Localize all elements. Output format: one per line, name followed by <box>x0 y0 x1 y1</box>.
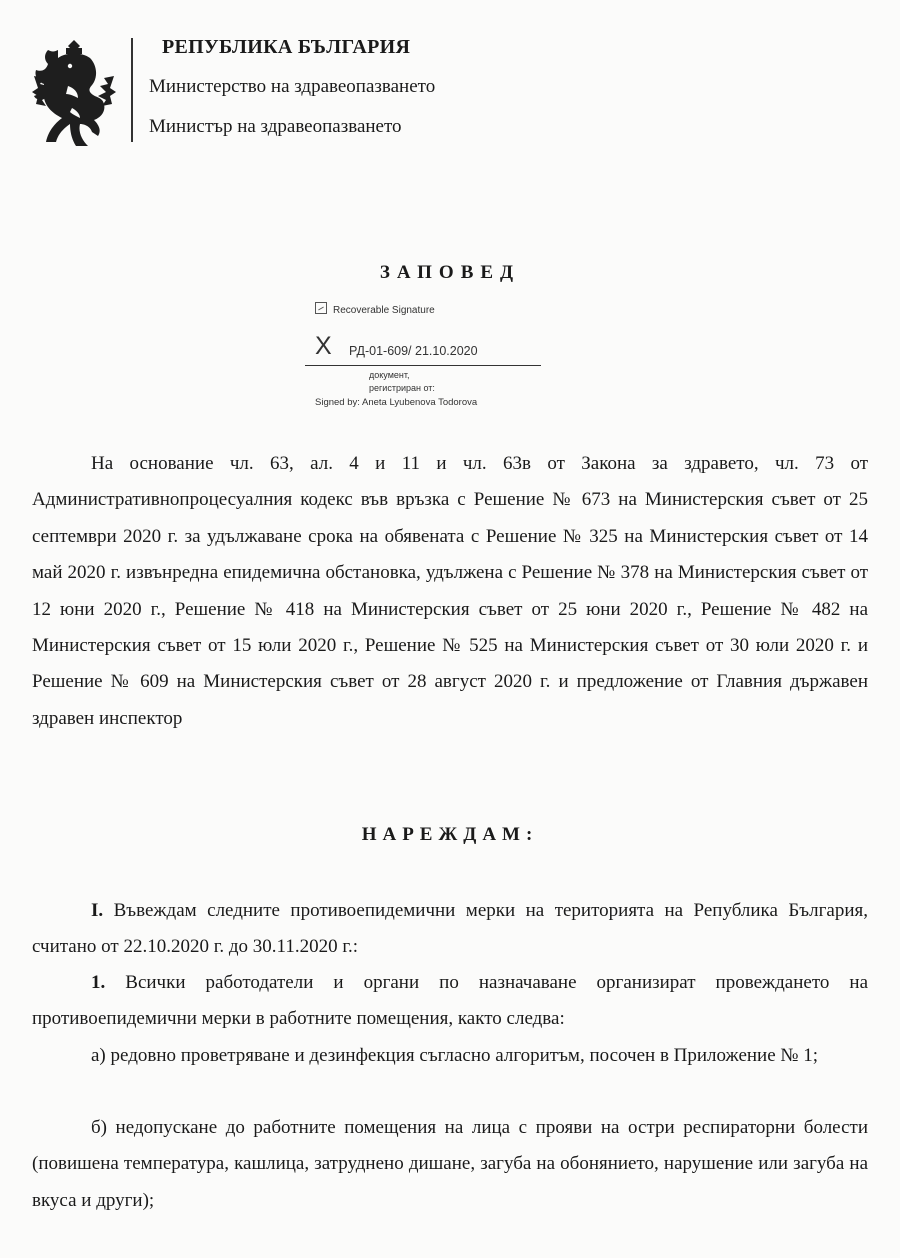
item-1-number: 1. <box>91 972 106 993</box>
signature-line <box>305 365 541 366</box>
header-republic: РЕПУБЛИКА БЪЛГАРИЯ <box>162 36 411 58</box>
signature-registered-by: регистриран от: <box>369 383 435 393</box>
item-1-paragraph <box>32 965 868 1038</box>
recoverable-signature-label <box>315 302 435 316</box>
document-title: ЗАПОВЕД <box>379 262 521 283</box>
signature-signed-by: Signed by: Aneta Lyubenova Todorova <box>315 397 478 408</box>
section-i-text: Въвеждам следните противоепидемични мерки на територията на Република България, считано от 22.10.2020 г. до 30.11.2020 г.: <box>32 900 869 958</box>
order-heading: НАРЕЖДАМ: <box>361 824 539 845</box>
header-ministry: Министерство на здравеопазването <box>149 76 436 97</box>
item-1-text: Всички работодатели и органи по назначаване организират провеждането на противоепидемични мерки в работните помещения, както следва: <box>32 972 869 1030</box>
recoverable-signature-text: Recoverable Signature <box>333 305 435 316</box>
item-b-paragraph: б) недопускане до работните помещения на лица с прояви на остри респираторни болести (повишена температура, кашлица, затруднено дишане, загуба на обонянието, нарушение или загуба на вкуса и други); <box>32 1117 868 1211</box>
coat-of-arms-icon <box>28 36 120 158</box>
section-i-number: I. <box>91 900 104 921</box>
legal-basis-paragraph: На основание чл. 63, ал. 4 и 11 и чл. 63в от Закона за здравето, чл. 73 от Административнопроцесуалния кодекс във връзка с Решение № 673 на Министерския съвет от 25 септември 2020 г. за удължаване срока на обявената с Решение № 325 на Министерския съвет от 14 май 2020 г. извънредна епидемична обстановка, удължена с Решение № 378 на Министерския съвет от 12 юни 2020 г., Решение № 418 на Министерския съвет от 25 юни 2020 г., Решение № 482 на Министерския съвет от 15 юли 2020 г., Решение № 525 на Министерския съвет от 30 юли 2020 г. и Решение № 609 на Министерския съвет от 28 август 2020 г. и предложение от Главния държавен здравен инспектор <box>32 453 868 729</box>
header-minister: Министър на здравеопазването <box>149 116 402 137</box>
signature-mark: X <box>315 332 332 360</box>
item-a-paragraph: а) редовно проветряване и дезинфекция съгласно алгоритъм, посочен в Приложение № 1; <box>91 1045 819 1066</box>
signature-doc-label: документ, <box>369 370 410 380</box>
section-i-paragraph <box>32 893 868 966</box>
header-divider <box>131 38 133 142</box>
registration-number: РД-01-609/ 21.10.2020 <box>349 344 478 358</box>
signature-icon <box>315 302 327 314</box>
